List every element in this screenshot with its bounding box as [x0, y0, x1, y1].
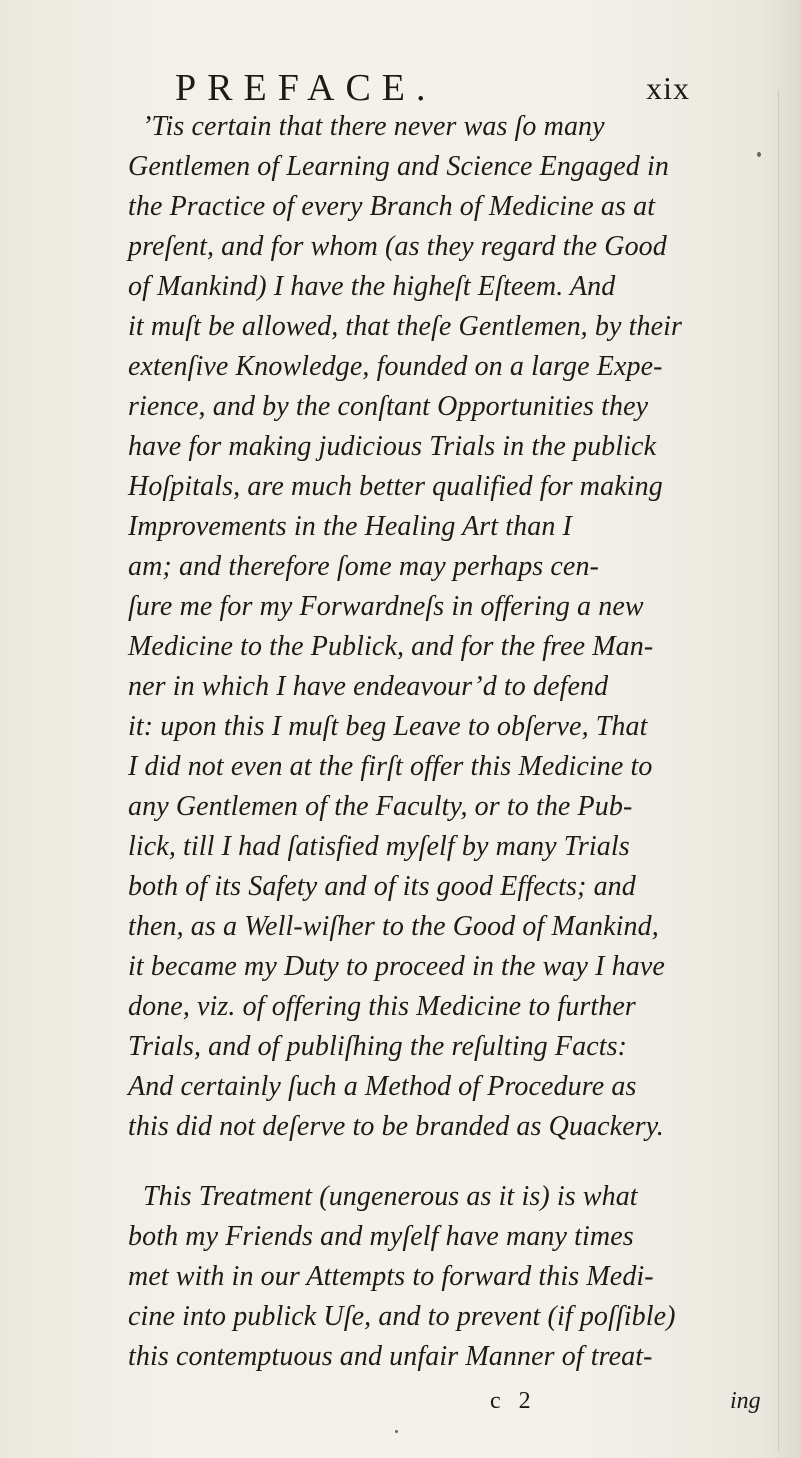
- text-line: ſure me for my Forwardneſs in offering a new: [128, 591, 644, 622]
- page-header: [175, 68, 690, 108]
- text-line: both my Friends and myſelf have many times: [128, 1221, 634, 1252]
- paper-speck: [757, 152, 761, 157]
- text-line: rience, and by the conſtant Opportunities they: [128, 391, 649, 422]
- text-line: it became my Duty to proceed in the way I have: [128, 951, 665, 982]
- catchword: ing: [730, 1388, 761, 1414]
- running-title: PREFACE.: [175, 67, 437, 109]
- text-line: it: upon this I muſt beg Leave to obſerve, That: [128, 711, 648, 742]
- text-line: This Treatment (ungenerous as it is) is what: [143, 1181, 638, 1212]
- text-line: ner in which I have endeavour’d to defend: [128, 671, 609, 702]
- text-line: both of its Safety and of its good Effects; and: [128, 871, 636, 902]
- text-line: the Practice of every Branch of Medicine as at: [128, 191, 656, 222]
- text-line: Trials, and of publiſhing the reſulting Facts:: [128, 1031, 628, 1062]
- text-line: it muſt be allowed, that theſe Gentlemen, by their: [128, 311, 682, 342]
- page-edge-line: [778, 90, 779, 1450]
- paper-speck: [395, 1430, 398, 1433]
- page-number: xix: [646, 70, 690, 106]
- text-line: this did not deſerve to be branded as Quackery.: [128, 1111, 664, 1142]
- text-line: Hoſpitals, are much better qualified for making: [128, 471, 663, 502]
- text-line: Improvements in the Healing Art than I: [128, 511, 572, 542]
- text-line: have for making judicious Trials in the publick: [128, 431, 657, 462]
- text-line: am; and therefore ſome may perhaps cen-: [128, 551, 599, 582]
- text-line: met with in our Attempts to forward this Medi-: [128, 1261, 654, 1292]
- signature-mark: c 2: [490, 1388, 537, 1414]
- text-line: cine into publick Uſe, and to prevent (if poſſible): [128, 1301, 676, 1332]
- text-line: extenſive Knowledge, founded on a large Expe-: [128, 351, 663, 382]
- text-line: preſent, and for whom (as they regard the Good: [128, 231, 667, 262]
- text-line: I did not even at the firſt offer this Medicine to: [128, 751, 653, 782]
- text-line: Medicine to the Publick, and for the free Man-: [128, 631, 654, 662]
- text-line: lick, till I had ſatisfied myſelf by many Trials: [128, 831, 630, 862]
- text-line: of Mankind) I have the higheſt Eſteem. And: [128, 271, 616, 302]
- text-line: done, viz. of offering this Medicine to further: [128, 991, 636, 1022]
- text-line: And certainly ſuch a Method of Procedure as: [128, 1071, 637, 1102]
- page-edge-shadow: [761, 0, 801, 1458]
- text-line: any Gentlemen of the Faculty, or to the Pub-: [128, 791, 633, 822]
- text-line: Gentlemen of Learning and Science Engaged in: [128, 151, 669, 182]
- text-line: ’Tis certain that there never was ſo many: [142, 111, 605, 142]
- text-line: then, as a Well-wiſher to the Good of Mankind,: [128, 911, 659, 942]
- text-line: this contemptuous and unfair Manner of treat-: [128, 1341, 653, 1372]
